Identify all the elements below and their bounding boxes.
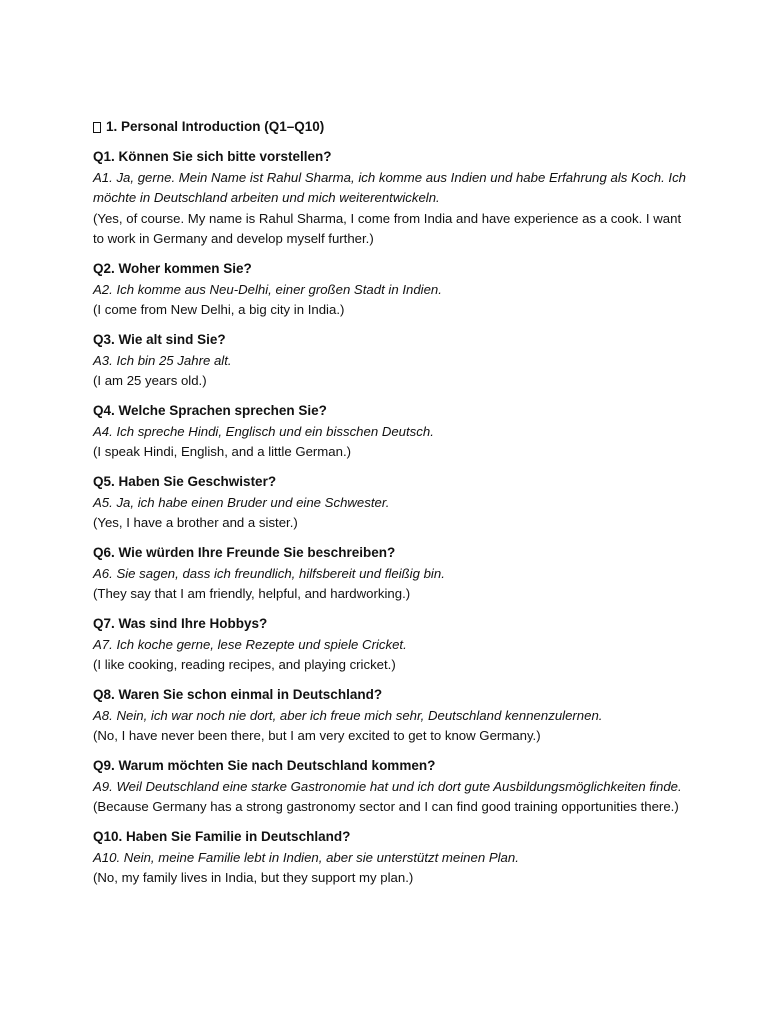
answer-translation: (No, I have never been there, but I am very excited to get to know Germany.) — [93, 728, 541, 743]
question: Q6. Wie würden Ihre Freunde Sie beschreiben? — [93, 545, 396, 560]
qa-item — [93, 259, 693, 321]
answer-translation: (I speak Hindi, English, and a little German.) — [93, 444, 352, 459]
question: Q7. Was sind Ihre Hobbys? — [93, 616, 268, 631]
answer-translation: (I come from New Delhi, a big city in India.) — [93, 302, 345, 317]
section-heading — [93, 117, 693, 137]
qa-item — [93, 472, 693, 534]
question: Q5. Haben Sie Geschwister? — [93, 474, 277, 489]
qa-item — [93, 685, 693, 747]
answer-german: A8. Nein, ich war noch nie dort, aber ich freue mich sehr, Deutschland kennenzulernen. — [93, 707, 603, 723]
answer-german: A4. Ich spreche Hindi, Englisch und ein bisschen Deutsch. — [93, 423, 434, 439]
qa-item — [93, 330, 693, 392]
document-page — [93, 117, 693, 898]
answer-translation: (Yes, I have a brother and a sister.) — [93, 515, 298, 530]
answer-german: A1. Ja, gerne. Mein Name ist Rahul Sharma, ich komme aus Indien und habe Erfahrung als Koch. Ich möchte in Deutschland arbeiten und mich weiterentwickeln. — [93, 169, 687, 205]
answer-translation: (No, my family lives in India, but they support my plan.) — [93, 870, 414, 885]
question: Q4. Welche Sprachen sprechen Sie? — [93, 403, 327, 418]
answer-translation: (They say that I am friendly, helpful, and hardworking.) — [93, 586, 411, 601]
section-title: 1. Personal Introduction (Q1–Q10) — [106, 119, 325, 134]
answer-translation: (Yes, of course. My name is Rahul Sharma, I come from India and have experience as a cook. I want to work in Germany and develop myself further.) — [93, 210, 682, 246]
question: Q8. Waren Sie schon einmal in Deutschland? — [93, 687, 383, 702]
answer-german: A10. Nein, meine Familie lebt in Indien, aber sie unterstützt meinen Plan. — [93, 849, 519, 865]
answer-translation: (I like cooking, reading recipes, and playing cricket.) — [93, 657, 396, 672]
answer-german: A2. Ich komme aus Neu-Delhi, einer großen Stadt in Indien. — [93, 281, 442, 297]
qa-item — [93, 756, 693, 818]
question: Q10. Haben Sie Familie in Deutschland? — [93, 829, 351, 844]
answer-german: A3. Ich bin 25 Jahre alt. — [93, 352, 232, 368]
question: Q3. Wie alt sind Sie? — [93, 332, 226, 347]
question: Q9. Warum möchten Sie nach Deutschland kommen? — [93, 758, 436, 773]
answer-german: A9. Weil Deutschland eine starke Gastronomie hat und ich dort gute Ausbildungsmöglichkeiten finde. — [93, 778, 682, 794]
qa-item — [93, 614, 693, 676]
question: Q2. Woher kommen Sie? — [93, 261, 252, 276]
document-icon — [93, 122, 101, 133]
answer-german: A5. Ja, ich habe einen Bruder und eine Schwester. — [93, 494, 390, 510]
qa-item — [93, 147, 693, 250]
qa-item — [93, 401, 693, 463]
qa-item — [93, 543, 693, 605]
qa-item — [93, 827, 693, 889]
answer-german: A6. Sie sagen, dass ich freundlich, hilfsbereit und fleißig bin. — [93, 565, 445, 581]
answer-translation: (Because Germany has a strong gastronomy sector and I can find good training opportunities there.) — [93, 799, 679, 814]
answer-german: A7. Ich koche gerne, lese Rezepte und spiele Cricket. — [93, 636, 407, 652]
answer-translation: (I am 25 years old.) — [93, 373, 207, 388]
question: Q1. Können Sie sich bitte vorstellen? — [93, 149, 332, 164]
